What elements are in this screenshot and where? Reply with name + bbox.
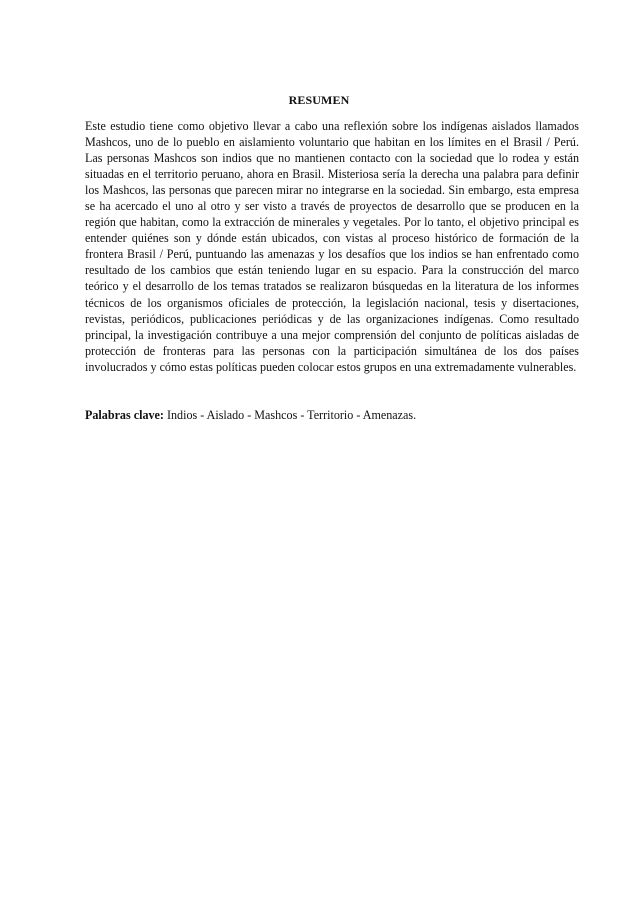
section-title: RESUMEN: [288, 93, 350, 107]
abstract-paragraph: Este estudio tiene como objetivo llevar a cabo una reflexión sobre los indígenas aislados llamados Mashcos, uno de lo pueblo en aislamiento voluntario que habitan en los límites en el Brasil / Perú. Las personas Mashcos son indios que no mantienen contacto con la sociedad que lo rodea y están situadas en el territorio peruano, ahora en Brasil. Misteriosa sería la derecha una palabra para definir los Mashcos, las personas que parecen mirar no integrarse en la sociedad. Sin embargo, esta empresa se ha acercado el uno al otro y ser visto a través de proyectos de desarrollo que se producen en la región que habitan, como la extracción de minerales y vegetales. Por lo tanto, el objetivo principal es entender quiénes son y dónde están ubicados, con vistas al proceso histórico de formación de la frontera Brasil / Perú, puntuando las amenazas y los desafíos que los indios se han enfrentado como resultado de los cambios que están teniendo lugar en su espacio. Para la construcción del marco teórico y el desarrollo de los temas tratados se realizaron búsquedas en la literatura de los informes técnicos de los organismos oficiales de protección, la legislación nacional, tesis y disertaciones, revistas, periódicos, publicaciones periódicas y de las organizaciones indígenas. Como resultado principal, la investigación contribuye a una mejor comprensión del conjunto de políticas aisladas de protección de fronteras para las personas con la participación simultánea de los dos países involucrados y cómo estas políticas pueden colocar estos grupos en una extremadamente vulnerables.: [85, 119, 579, 374]
keywords-line: [85, 407, 579, 423]
keywords-label: Palabras clave:: [85, 408, 164, 422]
keywords-list: Indios - Aislado - Mashcos - Territorio - Amenazas.: [163, 408, 417, 422]
